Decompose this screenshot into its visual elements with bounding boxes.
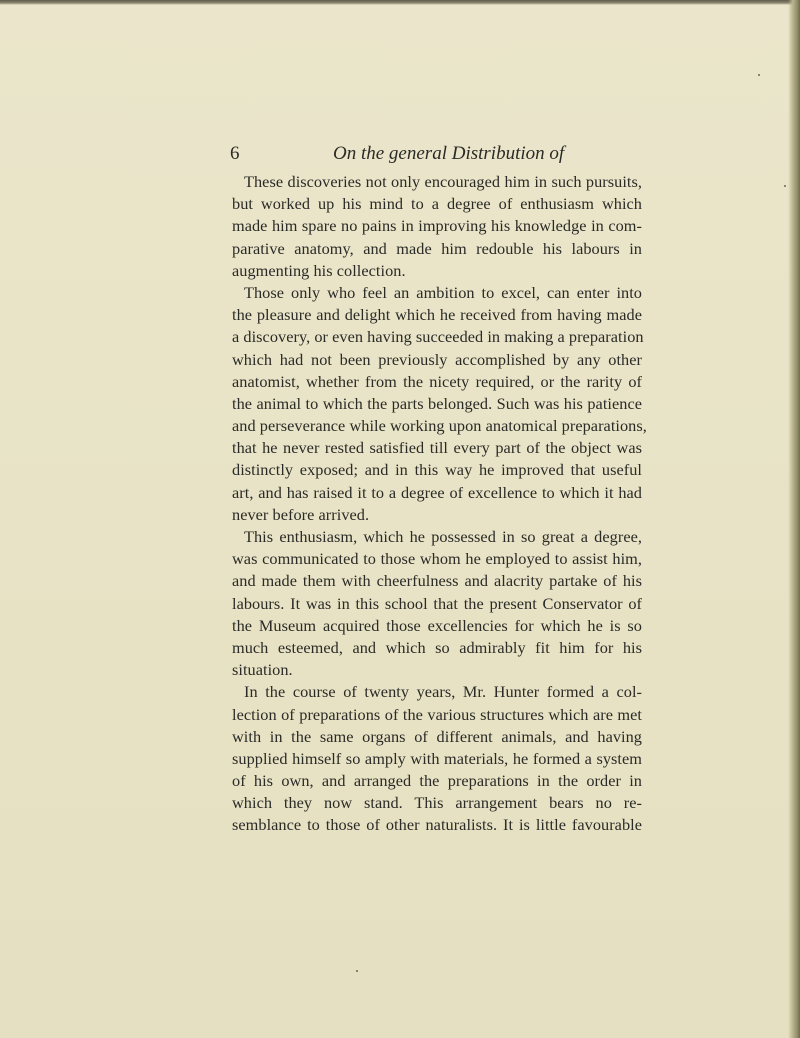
text-line: that he never rested satisfied till every part of the object was [232, 438, 642, 458]
page-number: 6 [230, 143, 240, 164]
text-line: but worked up his mind to a degree of enthusiasm which [232, 194, 642, 214]
text-line: anatomist, whether from the nicety required, or the rarity of [232, 371, 642, 391]
text-line: a discovery, or even having succeeded in making a preparation [232, 327, 644, 347]
text-line: and perseverance while working upon anatomical preparations, [232, 416, 647, 436]
text-line: supplied himself so amply with materials, he formed a system [232, 748, 642, 768]
text-line: and made them with cheerfulness and alacrity partake of his [232, 571, 642, 591]
text-line: distinctly exposed; and in this way he improved that useful [232, 460, 642, 480]
page-right-edge [788, 0, 800, 1038]
body-text [232, 171, 647, 837]
text-line: This enthusiasm, which he possessed in so great a degree, [244, 527, 642, 546]
text-line: parative anatomy, and made him redouble his labours in [232, 238, 642, 258]
text-line: situation. [232, 660, 293, 680]
text-line: labours. It was in this school that the present Conservator of [232, 593, 642, 613]
text-line: augmenting his collection. [232, 260, 406, 280]
text-line: with in the same organs of different animals, and having [232, 726, 642, 746]
text-line: the Museum acquired those excellencies for which he is so [232, 615, 642, 635]
paper-speck [758, 74, 760, 76]
text-line: made him spare no pains in improving his knowledge in com- [232, 216, 642, 236]
text-line: These discoveries not only encouraged him in such pursuits, [244, 172, 642, 191]
running-head [230, 143, 670, 171]
paper-speck [784, 185, 786, 187]
page-top-edge [0, 0, 800, 5]
text-line: lection of preparations of the various structures which are met [232, 704, 642, 724]
text-line: which they now stand. This arrangement bears no re- [232, 793, 642, 813]
running-title: On the general Distribution of [333, 143, 565, 164]
text-line: the pleasure and delight which he received from having made [232, 305, 642, 325]
text-line: never before arrived. [232, 504, 370, 524]
text-line: which had not been previously accomplished by any other [232, 349, 642, 369]
text-line: much esteemed, and which so admirably fit him for his [232, 637, 642, 657]
text-line: In the course of twenty years, Mr. Hunter formed a col- [244, 682, 642, 702]
text-line: semblance to those of other naturalists. It is little favourable [232, 815, 642, 835]
text-line: of his own, and arranged the preparations in the order in [232, 771, 642, 791]
text-line: Those only who feel an ambition to excel, can enter into [244, 282, 642, 302]
paper-speck [356, 970, 358, 972]
text-line: the animal to which the parts belonged. Such was his patience [232, 393, 642, 413]
text-line: art, and has raised it to a degree of excellence to which it had [232, 482, 642, 502]
text-line: was communicated to those whom he employed to assist him, [232, 549, 642, 569]
